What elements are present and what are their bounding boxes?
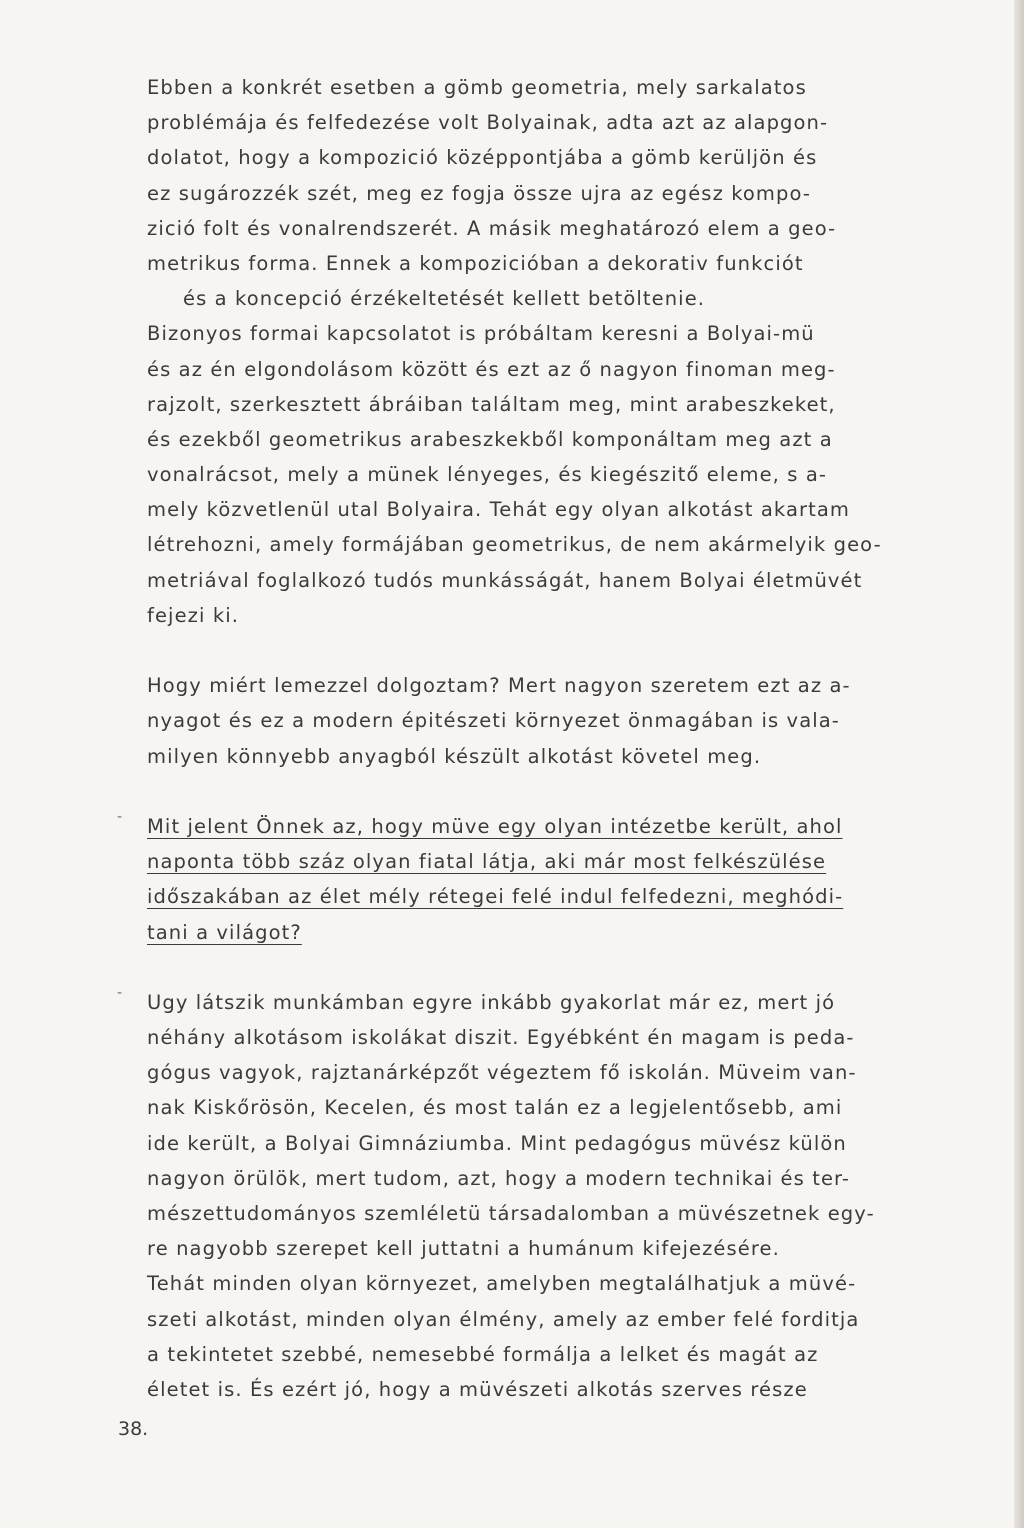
answer-line: nagyon örülök, mert tudom, azt, hogy a modern technikai és ter- bbox=[147, 1166, 851, 1190]
text-line: fejezi ki. bbox=[147, 603, 240, 627]
answer-line: gógus vagyok, rajztanárképzőt végeztem fő iskolán. Müveim van- bbox=[147, 1061, 857, 1085]
text-line: problémája és felfedezése volt Bolyainak, adta azt az alapgon- bbox=[147, 111, 829, 135]
text-line: ez sugározzék szét, meg ez fogja össze ujra az egész kompo- bbox=[147, 181, 812, 205]
answer-line: ide került, a Bolyai Gimnáziumba. Mint pedagógus müvész külön bbox=[147, 1131, 847, 1155]
answer-line: életet is. És ezért jó, hogy a müvészeti alkotás szerves része bbox=[147, 1377, 808, 1401]
text-line: rajzolt, szerkesztett ábráiban találtam meg, mint arabeszkeket, bbox=[147, 392, 836, 416]
text-line: Ebben a konkrét esetben a gömb geometria, mely sarkalatos bbox=[147, 76, 807, 99]
text-line: nyagot és ez a modern épitészeti környezet önmagában is vala- bbox=[147, 709, 840, 733]
answer-line: mészettudományos szemléletü társadalomban a müvészetnek egy- bbox=[147, 1202, 875, 1225]
text-line: és ezekből geometrikus arabeszkekből komponáltam meg azt a bbox=[147, 427, 833, 451]
text-line: Bizonyos formai kapcsolatot is próbáltam keresni a Bolyai-mü bbox=[147, 322, 815, 346]
paragraph-gap bbox=[147, 774, 987, 809]
question-line: Mit jelent Önnek az, hogy müve egy olyan intézetbe került, ahol bbox=[147, 814, 843, 838]
text-line: és a koncepció érzékeltetését kellett betöltenie. bbox=[183, 287, 706, 311]
text-line: és az én elgondolásom között és ezt az ő nagyon finoman meg- bbox=[147, 357, 836, 381]
paragraph-gap bbox=[147, 950, 987, 985]
text-line: dolatot, hogy a kompozició középpontjába a gömb kerüljön és bbox=[147, 146, 818, 170]
question-line: naponta több száz olyan fiatal látja, aki már most felkészülése bbox=[147, 850, 827, 874]
answer-line: szeti alkotást, minden olyan élmény, amely az ember felé forditja bbox=[147, 1307, 860, 1331]
document-text bbox=[117, 70, 987, 1407]
text-line: Hogy miért lemezzel dolgoztam? Mert nagyon szeretem ezt az a- bbox=[147, 674, 851, 698]
interview-answer bbox=[117, 984, 987, 1407]
answer-line: néhány alkotásom iskolákat diszit. Egyébként én magam is peda- bbox=[147, 1026, 855, 1050]
text-line: létrehozni, amely formájában geometrikus, de nem akármelyik geo- bbox=[147, 533, 882, 557]
page-edge bbox=[1014, 0, 1024, 1528]
text-line: vonalrácsot, mely a münek lényeges, és kiegészitő eleme, s a- bbox=[147, 463, 828, 487]
answer-line: Ugy látszik munkámban egyre inkább gyakorlat már ez, mert jó bbox=[147, 990, 836, 1014]
answer-line: a tekintetet szebbé, nemesebbé formálja a lelket és magát az bbox=[147, 1342, 819, 1366]
question-line: időszakában az élet mély rétegei felé indul felfedezni, meghódi- bbox=[147, 885, 844, 909]
text-line: mely közvetlenül utal Bolyaira. Tehát egy olyan alkotást akartam bbox=[147, 498, 851, 522]
paragraph-bolyai-geometry bbox=[147, 70, 987, 633]
question-dash: - bbox=[117, 808, 124, 825]
paragraph-sheet-metal bbox=[147, 668, 987, 774]
answer-line: re nagyobb szerepet kell juttatni a humánum kifejezésére. bbox=[147, 1237, 780, 1261]
text-line: metrikus forma. Ennek a kompozicióban a dekorativ funkciót bbox=[147, 251, 804, 275]
interview-question bbox=[117, 808, 987, 950]
text-line: zició folt és vonalrendszerét. A másik meghatározó elem a geo- bbox=[147, 216, 837, 240]
page-number: 38. bbox=[118, 1418, 149, 1440]
text-line: milyen könnyebb anyagból készült alkotást követel meg. bbox=[147, 744, 762, 768]
answer-dash: - bbox=[117, 984, 124, 1001]
paragraph-gap bbox=[147, 633, 987, 668]
answer-line: Tehát minden olyan környezet, amelyben megtalálhatjuk a müvé- bbox=[147, 1272, 857, 1296]
question-line: tani a világot? bbox=[147, 920, 302, 944]
text-line: metriával foglalkozó tudós munkásságát, hanem Bolyai életmüvét bbox=[147, 568, 863, 592]
answer-line: nak Kiskőrösön, Kecelen, és most talán ez a legjelentősebb, ami bbox=[147, 1096, 843, 1120]
